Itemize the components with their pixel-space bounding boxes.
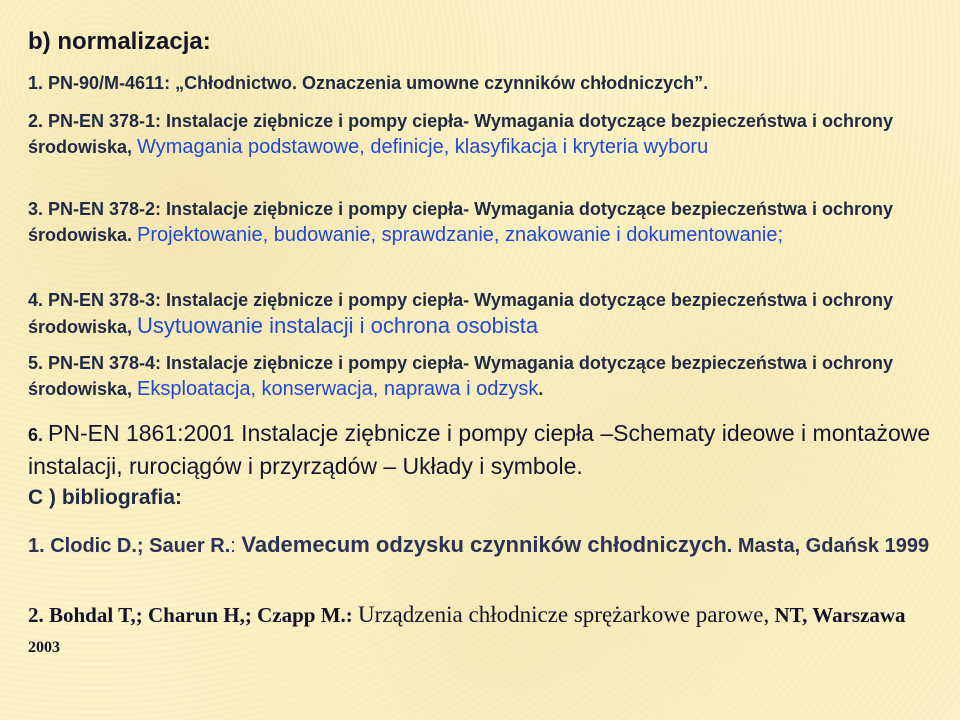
standard-item-3-text: 3. PN-EN 378-2: Instalacje ziębnicze i pompy ciepła- Wymagania dotyczące bezpieczeństwa i ochrony środowiska. xyxy=(28,199,893,245)
standard-item-5 xyxy=(28,350,938,402)
standard-item-5-text: 5. PN-EN 378-4: Instalacje ziębnicze i pompy ciepła- Wymagania dotyczące bezpieczeństwa i ochrony środowiska, xyxy=(28,353,893,399)
bibliography-entry-1-authors: 1. Clodic D.; Sauer R. xyxy=(28,535,231,557)
standard-item-2 xyxy=(28,108,938,160)
bibliography-entry-2 xyxy=(28,600,938,663)
bibliography-entry-2-title: Urządzenia chłodnicze sprężarkowe parowe, xyxy=(358,602,770,627)
bibliography-entry-2-rest: NT, Warszawa xyxy=(769,603,906,627)
bibliography-entry-2-year: 2003 xyxy=(28,639,60,656)
standard-item-2-text: 2. PN-EN 378-1: Instalacje ziębnicze i pompy ciepła- Wymagania dotyczące bezpieczeństwa i ochrony środowiska, xyxy=(28,111,893,157)
bibliography-entry-1-colon: : xyxy=(230,535,242,557)
standard-item-5-suffix: . xyxy=(538,379,544,399)
standard-item-1-text: 1. PN-90/M-4611: „Chłodnictwo. Oznaczenia umowne czynników chłodniczych”. xyxy=(28,73,709,93)
standard-item-2-highlight: Wymagania podstawowe, definicje, klasyfikacja i kryteria wyboru xyxy=(137,136,709,158)
standard-item-4-highlight: Usytuowanie instalacji i ochrona osobista xyxy=(137,313,539,338)
standard-item-3 xyxy=(28,196,938,248)
bibliography-entry-1 xyxy=(28,530,929,561)
bibliography-entry-1-rest: . Masta, Gdańsk 1999 xyxy=(726,535,930,557)
section-heading-normalization: b) normalizacja: xyxy=(28,28,211,55)
standard-item-6-text: PN-EN 1861:2001 Instalacje ziębnicze i pompy ciepła –Schematy ideowe i montażowe instalacji, rurociągów i przyrządów – Układy i symbole. xyxy=(28,420,931,479)
standard-item-1 xyxy=(28,70,938,96)
bibliography-entry-1-title: Vademecum odzysku czynników chłodniczych xyxy=(241,532,727,557)
bibliography-entry-2-colon: : xyxy=(345,603,359,627)
standard-item-4 xyxy=(28,287,938,340)
section-heading-bibliography: C ) bibliografia: xyxy=(28,486,182,509)
standard-item-6-number: 6. xyxy=(28,425,49,445)
standard-item-3-highlight: Projektowanie, budowanie, sprawdzanie, znakowanie i dokumentowanie; xyxy=(137,224,783,246)
bibliography-entry-2-authors: 2. Bohdal T,; Charun H,; Czapp M. xyxy=(28,603,346,627)
standard-item-4-text: 4. PN-EN 378-3: Instalacje ziębnicze i pompy ciepła- Wymagania dotyczące bezpieczeństwa i ochrony środowiska, xyxy=(28,290,893,337)
standard-item-6 xyxy=(28,418,938,482)
standard-item-5-highlight: Eksploatacja, konserwacja, naprawa i odzysk xyxy=(137,378,539,400)
